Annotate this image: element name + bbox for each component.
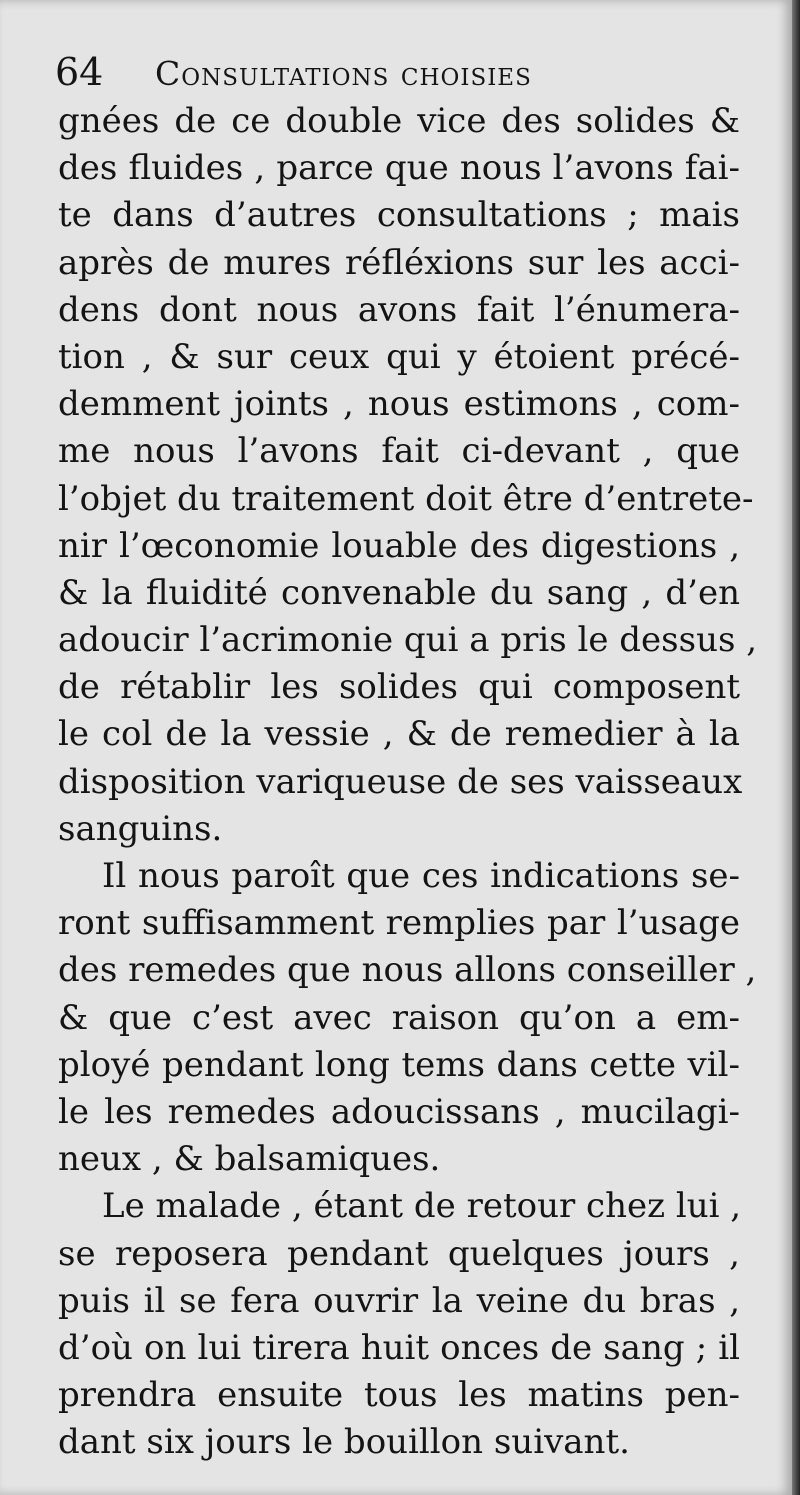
text-line: l’objet du traitement doit être d’entrete- bbox=[58, 478, 754, 519]
text-line: ront suffisamment remplies par l’usage bbox=[58, 903, 740, 944]
text-line: demment joints , nous estimons , com- bbox=[58, 384, 740, 425]
running-head: Consultations choisies bbox=[155, 54, 532, 93]
page-binding-edge bbox=[792, 0, 800, 1495]
text-line: te dans d’autres consultations ; mais bbox=[58, 195, 740, 236]
text-line: le col de la vessie , & de remedier à la bbox=[58, 714, 740, 755]
text-line: disposition variqueuse de ses vaisseaux bbox=[58, 761, 743, 802]
text-line: dens dont nous avons fait l’énumera- bbox=[58, 289, 740, 330]
text-line: prendra ensuite tous les matins pen- bbox=[58, 1375, 740, 1416]
text-line: gnées de ce double vice des solides & bbox=[58, 101, 740, 141]
text-line: des fluides , parce que nous l’avons fai- bbox=[58, 148, 740, 189]
text-line: dant six jours le bouillon suivant. bbox=[58, 1422, 630, 1463]
text-line: ployé pendant long tems dans cette vil- bbox=[58, 1044, 740, 1085]
text-line: nir l’œconomie louable des digestions , bbox=[58, 525, 740, 566]
text-line: me nous l’avons fait ci-devant , que bbox=[58, 431, 740, 472]
page-number: 64 bbox=[55, 50, 104, 94]
text-line: après de mures réfléxions sur les acci- bbox=[58, 242, 740, 283]
text-line: sanguins. bbox=[58, 808, 223, 849]
body-text bbox=[58, 98, 758, 1466]
text-line: puis il se fera ouvrir la veine du bras , bbox=[58, 1280, 740, 1321]
text-line: Il nous paroît que ces indications se- bbox=[102, 856, 740, 896]
text-line: adoucir l’acrimonie qui a pris le dessus , bbox=[58, 620, 758, 661]
text-line: d’où on lui tirera huit onces de sang ; il bbox=[58, 1327, 740, 1368]
text-line: de rétablir les solides qui composent bbox=[58, 667, 740, 708]
text-line: le les remedes adoucissans , mucilagi- bbox=[58, 1091, 740, 1132]
text-line: & la fluidité convenable du sang , d’en bbox=[58, 572, 740, 613]
page-header bbox=[55, 48, 735, 98]
text-line: des remedes que nous allons conseiller , bbox=[58, 950, 757, 991]
text-line: neux , & balsamiques. bbox=[58, 1139, 441, 1180]
text-line: & que c’est avec raison qu’on a em- bbox=[58, 997, 740, 1038]
text-line: Le malade , étant de retour chez lui , bbox=[102, 1186, 742, 1227]
text-line: se reposera pendant quelques jours , bbox=[58, 1233, 740, 1274]
text-line: tion , & sur ceux qui y étoient précé- bbox=[58, 336, 740, 377]
